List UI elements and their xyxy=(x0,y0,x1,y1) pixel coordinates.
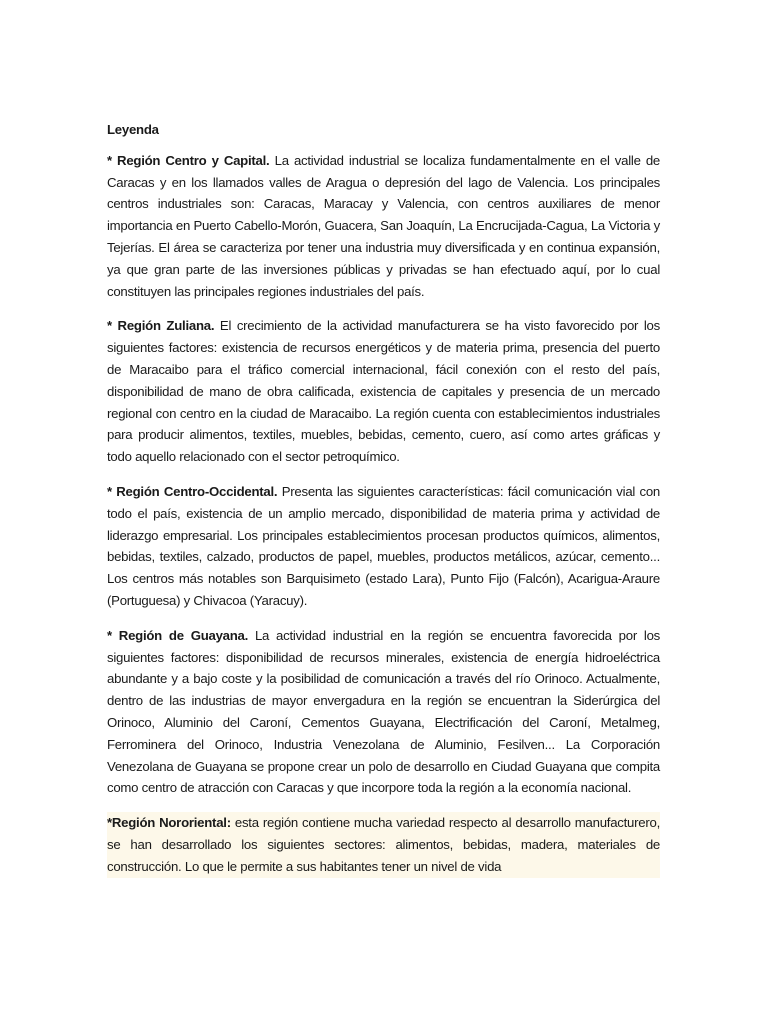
region-description: esta región contiene mucha variedad respecto al desarrollo manufacturero, se han desarrollado los siguientes sectores: alimentos, bebidas, madera, materiales de construcción. Lo que le permite a sus habitantes tener un nivel de vida xyxy=(107,815,660,874)
region-description: Presenta las siguientes características: fácil comunicación vial con todo el país, existencia de un amplio mercado, disponibilidad de materia prima y actividad de liderazgo empresarial. Los principales establecimientos procesan productos químicos, alimentos, bebidas, textiles, calzado, productos de papel, muebles, productos metálicos, azúcar, cemento... Los centros más notables son Barquisimeto (estado Lara), Punto Fijo (Falcón), Acarigua-Araure (Portuguesa) y Chivacoa (Yaracuy). xyxy=(107,483,660,608)
paragraph-region-centro-occidental xyxy=(107,481,660,612)
paragraph-region-zuliana xyxy=(107,315,660,468)
region-title: * Región Centro-Occidental. xyxy=(107,483,278,499)
region-title: *Región Nororiental: xyxy=(107,815,231,831)
paragraph-region-guayana xyxy=(107,625,660,799)
region-description: La actividad industrial se localiza fundamentalmente en el valle de Caracas y en los llamados valles de Aragua o depresión del lago de Valencia. Los principales centros industriales son: Caracas, Maracay y Valencia, con centros auxiliares de menor importancia en Puerto Cabello-Morón, Guacera, San Joaquín, La Encrucijada-Cagua, La Victoria y Tejerías. El área se caracteriza por tener una industria muy diversificada y en continua expansión, ya que gran parte de las inversiones públicas y privadas se han efectuado aquí, por lo cual constituyen las principales regiones industriales del país. xyxy=(107,152,660,299)
region-title: * Región Zuliana. xyxy=(107,318,215,334)
region-title: * Región Centro y Capital. xyxy=(107,152,270,168)
region-description: El crecimiento de la actividad manufacturera se ha visto favorecido por los siguientes factores: existencia de recursos energéticos y de materia prima, presencia del puerto de Maracaibo para el tráfico comercial internacional, fácil conexión con el resto del país, disponibilidad de mano de obra calificada, existencia de capitales y presencia de un mercado regional con centro en la ciudad de Maracaibo. La región cuenta con establecimientos industriales para producir alimentos, textiles, muebles, bebidas, cemento, cuero, así como artes gráficas y todo aquello relacionado con el sector petroquímico. xyxy=(107,318,660,465)
paragraph-region-centro-capital xyxy=(107,150,660,303)
paragraph-region-nororiental xyxy=(107,812,660,877)
region-description: La actividad industrial en la región se encuentra favorecida por los siguientes factores: disponibilidad de recursos minerales, existencia de energía hidroeléctrica abundante y a bajo coste y la posibilidad de comunicación a través del río Orinoco. Actualmente, dentro de las industrias de mayor envergadura en la región se encuentran la Siderúrgica del Orinoco, Aluminio del Caroní, Cementos Guayana, Electrificación del Caroní, Metalmeg, Ferrominera del Orinoco, Industria Venezolana de Aluminio, Fesilven... La Corporación Venezolana de Guayana se propone crear un polo de desarrollo en Ciudad Guayana que compita como centro de atracción con Caracas y que incorpore toda la región a la economía nacional. xyxy=(107,627,660,796)
legend-heading: Leyenda xyxy=(107,122,159,137)
document-body xyxy=(107,119,660,891)
region-title: * Región de Guayana. xyxy=(107,627,249,643)
